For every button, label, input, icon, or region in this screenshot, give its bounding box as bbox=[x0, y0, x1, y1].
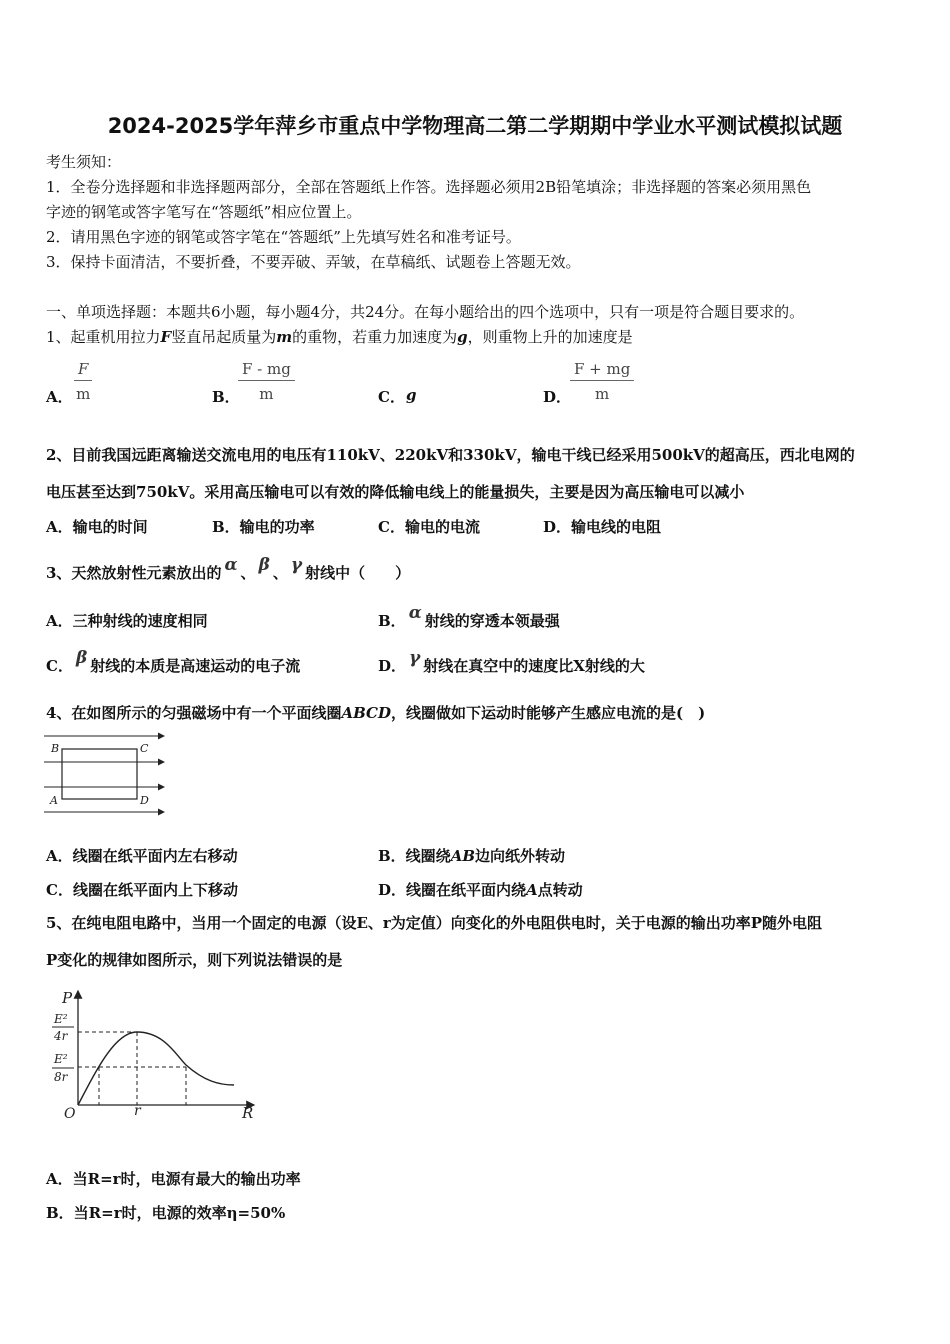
question-5-stem: 5、在纯电阻电路中，当用一个固定的电源（设E、r为定值）向变化的外电阻供电时，关于电源的输出功率P随外电阻 bbox=[46, 914, 823, 932]
option: B．当R=r时，电源的效率η=50% bbox=[46, 1204, 286, 1222]
section-heading: 一、单项选择题：本题共6小题，每小题4分，共24分。在每小题给出的四个选项中，只有一项是符合题目要求的。 bbox=[46, 303, 805, 321]
option-label: D． bbox=[543, 388, 572, 406]
option: A．输电的时间 bbox=[46, 518, 148, 536]
notice-item: 1．全卷分选择题和非选择题两部分，全部在答题纸上作答。选择题必须用2B铅笔填涂；非选择题的答案必须用黑色 bbox=[46, 178, 812, 196]
coil-label-d: D bbox=[140, 794, 149, 807]
coil-label-a: A bbox=[50, 794, 58, 807]
question-1-stem: 1、起重机用拉力F竖直吊起质量为m的重物，若重力加速度为g，则重物上升的加速度是 bbox=[46, 328, 633, 346]
x-tick-r: r bbox=[134, 1103, 141, 1119]
y-tick-max-den: 4r bbox=[54, 1029, 68, 1043]
option-label: B． bbox=[212, 388, 240, 406]
option-label: A． bbox=[46, 388, 73, 406]
magnetic-field-figure bbox=[40, 730, 170, 820]
option: B．输电的功率 bbox=[212, 518, 315, 536]
power-curve bbox=[78, 1032, 234, 1105]
coil-abcd bbox=[62, 749, 137, 799]
option-label: C． bbox=[378, 388, 405, 406]
fraction-option-d: $\frac{F + mg}{m}$ bbox=[570, 360, 634, 403]
power-resistance-graph bbox=[44, 985, 264, 1125]
question-2-stem: 电压甚至达到750kV。采用高压输电可以有效的降低输电线上的能量损失，主要是因为高压输电可以减小 bbox=[46, 483, 745, 501]
question-2-stem: 2、目前我国远距离输送交流电用的电压有110kV、220kV和330kV，输电干线已经采用500kV的超高压，西北电网的 bbox=[46, 446, 855, 464]
y-tick-half-den: 8r bbox=[54, 1070, 68, 1084]
page-title: 2024-2025学年萍乡市重点中学物理高二第二学期期中学业水平测试模拟试题 bbox=[107, 114, 843, 138]
coil-label-b: B bbox=[51, 742, 60, 755]
gamma-symbol: γ bbox=[290, 555, 303, 575]
notice-item: 字迹的钢笔或答字笔写在“答题纸”相应位置上。 bbox=[46, 203, 362, 221]
option: A．三种射线的速度相同 bbox=[46, 612, 208, 630]
option: A．线圈在纸平面内左右移动 bbox=[46, 847, 238, 865]
alpha-symbol: α bbox=[224, 555, 238, 575]
option: B． α 射线的穿透本领最强 bbox=[378, 603, 560, 630]
option: C． β 射线的本质是高速运动的电子流 bbox=[46, 648, 301, 675]
option: D． γ 射线在真空中的速度比X射线的大 bbox=[378, 648, 645, 675]
coil-label-c: C bbox=[140, 742, 149, 755]
option: D．输电线的电阻 bbox=[543, 518, 662, 536]
y-axis-label: P bbox=[62, 989, 73, 1007]
notice-item: 2．请用黑色字迹的钢笔或答字笔在“答题纸”上先填写姓名和准考证号。 bbox=[46, 228, 521, 246]
option: D．线圈在纸平面内绕A点转动 bbox=[378, 881, 583, 899]
y-tick-half-num: E² bbox=[54, 1052, 68, 1066]
beta-symbol: β bbox=[258, 555, 270, 575]
option: C．线圈在纸平面内上下移动 bbox=[46, 881, 238, 899]
fraction-option-b: $\frac{F - mg}{m}$ bbox=[238, 360, 295, 403]
option: B．线圈绕AB边向纸外转动 bbox=[378, 847, 566, 865]
fraction-option-a: $\frac{F}{m}$ bbox=[74, 360, 92, 403]
y-tick-max-num: E² bbox=[54, 1012, 68, 1026]
option: C．输电的电流 bbox=[378, 518, 480, 536]
beta-symbol: β bbox=[75, 648, 88, 668]
x-axis-label: R bbox=[242, 1104, 254, 1122]
option-c-text: g bbox=[406, 386, 417, 404]
question-4-stem: 4、在如图所示的匀强磁场中有一个平面线圈ABCD，线圈做如下运动时能够产生感应电流的是( ) bbox=[46, 704, 706, 722]
question-3-stem: 3、天然放射性元素放出的 α 、 β 、 γ 射线中（ ） bbox=[46, 555, 411, 582]
alpha-symbol: α bbox=[408, 603, 422, 623]
origin-label: O bbox=[64, 1106, 76, 1122]
option: A．当R=r时，电源有最大的输出功率 bbox=[46, 1170, 301, 1188]
notice-item: 3．保持卡面清洁，不要折叠，不要弄破、弄皱，在草稿纸、试题卷上答题无效。 bbox=[46, 253, 581, 271]
gamma-symbol: γ bbox=[409, 648, 421, 668]
notice-heading: 考生须知： bbox=[46, 153, 122, 171]
question-5-stem: P变化的规律如图所示，则下列说法错误的是 bbox=[46, 951, 343, 969]
